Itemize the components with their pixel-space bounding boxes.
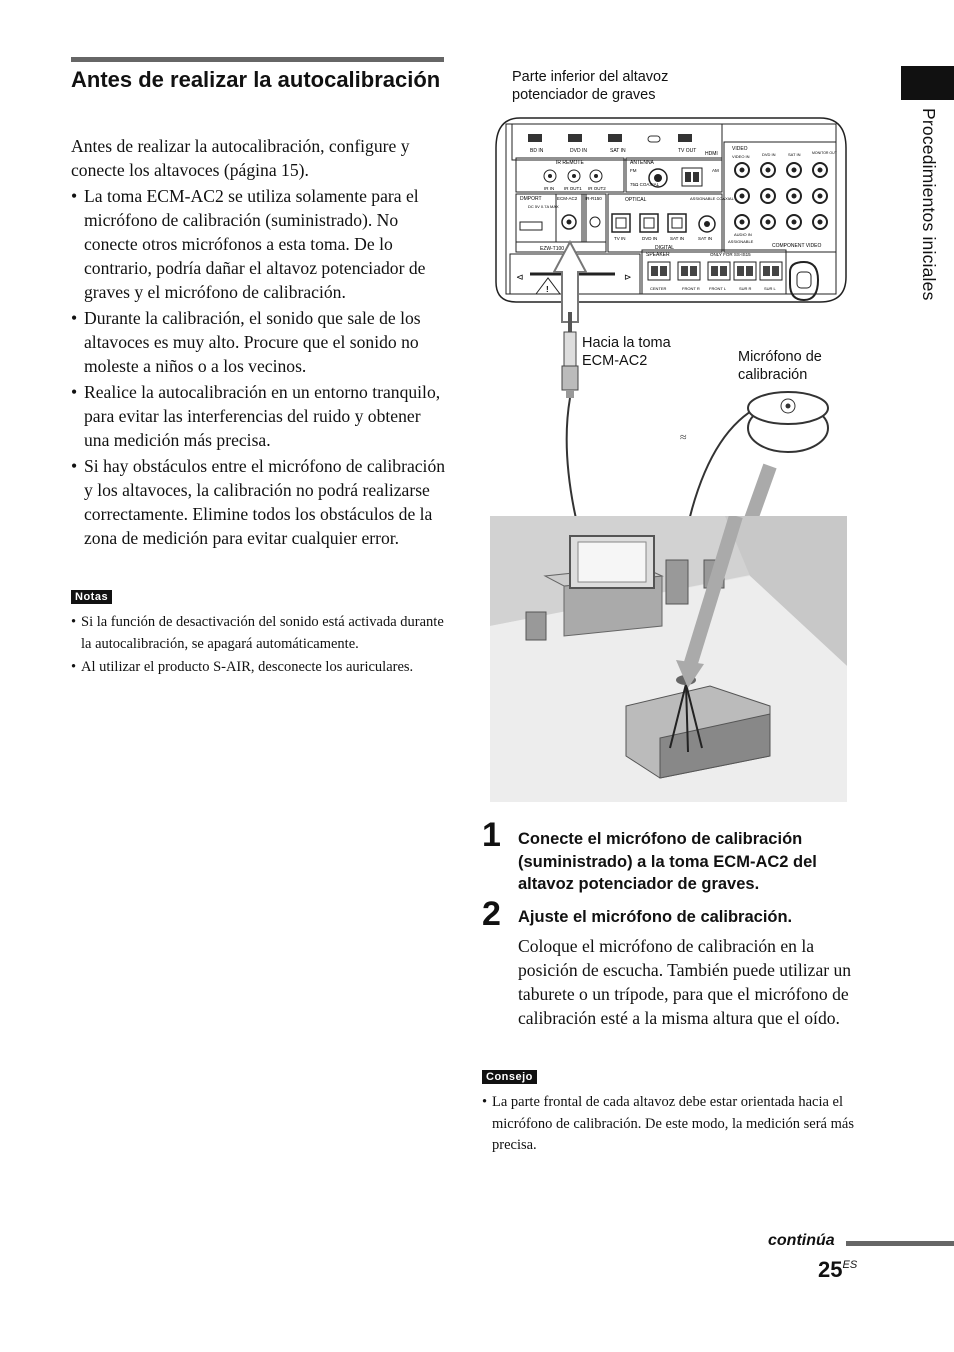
video-in-label: VIDEO IN [732,154,750,159]
jack-label: Hacia la toma ECM-AC2 [582,335,671,369]
speaker-label: SPEAKER [646,252,670,258]
component-video-label: COMPONENT VIDEO [772,243,822,249]
page-language-suffix: ES [842,1259,858,1271]
hdmi-tv-label: TV OUT [678,148,697,154]
step-1-heading: Conecte el micrófono de calibración (suministrado) a la toma ECM-AC2 del altavoz potenciador de graves. [518,830,817,893]
list-item: • Realice la autocalibración en un entorno tranquilo, para evitar las interferencias del ruido y obtener una medición más precisa. [71,380,446,452]
note-item: • Al utilizar el producto S-AIR, desconecte los auriculares. [71,657,446,679]
video-label: VIDEO [732,146,748,152]
intro-paragraph: Antes de realizar la autocalibración, configure y conecte los altavoces (página 15). [71,136,410,180]
tip-label: Consejo [482,1070,537,1084]
step-1-number: 1 [482,816,501,854]
continues-label: continúa [768,1232,835,1249]
optical-dvd-label: DVD IN [642,236,658,241]
audio-in-label: AUDIO IN [734,232,752,237]
terminal-front-l-label: FRONT L [709,286,727,291]
optical-label: OPTICAL [625,197,647,203]
svg-text:≈: ≈ [680,430,687,444]
assignable-coaxial-label: ASSIGNABLE COAXIAL [690,196,734,201]
hdmi-dvd-label: DVD IN [570,148,587,154]
note-item: • Si la función de desactivación del sonido está activada durante la autocalibración, se apagará automáticamente. [71,612,446,655]
subwoofer-bottom-label: Parte inferior del altavoz potenciador de graves [512,69,669,103]
assignable-label: ASSIGNABLE [728,239,754,244]
hdmi-tag: HDMI [705,151,718,157]
am-label: AM [712,168,719,173]
list-item: • Durante la calibración, el sonido que sale de los altavoces es muy alto. Procure que el sonido no moleste a niños o a los vecinos. [71,306,446,378]
fm-label: FM [630,168,637,173]
optical-tv-label: TV IN [614,236,626,241]
digital-label: DIGITAL [655,245,675,251]
terminal-center-label: CENTER [650,286,667,291]
video-sat-label: SAT IN [788,152,801,157]
ir-out1-label: IR OUT1 [564,186,582,191]
ecm-port-label: ECM-AC2 [557,196,578,201]
ir-in-label: IR IN [544,186,555,191]
continues-rule [846,1241,954,1246]
hdmi-sat-label: SAT IN [610,148,626,154]
terminal-sur-l-label: SUR L [764,286,776,291]
coax-sat-label: SAT IN [698,236,713,241]
section-rule [71,57,444,62]
irr-label: IR-R150 [585,196,602,201]
ir-out2-label: IR OUT2 [588,186,606,191]
hdmi-bd-label: BD IN [530,148,544,154]
video-dvd-label: DVD IN [762,152,776,157]
monitor-out-label: MONITOR OUT [812,151,837,155]
terminal-front-r-label: FRONT R [682,286,700,291]
side-tab-block [901,66,954,100]
ezw-label: EZW-T100 [540,246,565,252]
page-number: $25^{ES}$ [818,1257,858,1282]
step-2-number: 2 [482,895,501,933]
list-item: • La toma ECM-AC2 se utiliza solamente para el micrófono de calibración (suministrado). No conecte otros micrófonos a esta toma. De lo contrario, podría dañar el altavoz potenciador de graves y el micrófono de calibración. [71,184,446,304]
terminal-sur-r-label: SUR R [739,286,752,291]
svg-text:!: ! [546,285,549,294]
dmport-spec: DC 5V 0.7A MAX [528,204,559,209]
svg-text:⊳: ⊳ [624,272,632,282]
precautions-list [71,184,446,552]
svg-text:⊲: ⊲ [516,272,524,282]
dmport-label: DMPORT [520,196,542,202]
tip-item: • La parte frontal de cada altavoz debe estar orientada hacia el micrófono de calibración. De este modo, la medición será más precisa. [482,1092,862,1157]
tip-list [482,1092,862,1157]
list-item: • Si hay obstáculos entre el micrófono de calibración y los altavoces, la calibración no podrá realizarse correctamente. Elimine todos los obstáculos de la zona de medición para evitar cualquier error. [71,454,446,550]
room-illustration [490,516,847,802]
optical-sat-label: SAT IN [670,236,685,241]
step-2-heading: Ajuste el micrófono de calibración. [518,908,793,926]
ir-remote-label: IR REMOTE [556,160,584,166]
notes-list [71,612,446,681]
notes-label: Notas [71,590,112,604]
insert-arrow-icon [554,242,586,322]
antenna-label: ANTENNA [630,160,654,166]
speaker-only-label: ONLY FOR SS-IS15 [710,252,751,257]
mic-label: Micrófono de calibración [738,349,822,383]
fm-coax-label: 75Ω COAXIAL [630,182,660,187]
section-title: Antes de realizar la autocalibración [71,67,441,92]
step-2-body: Coloque el micrófono de calibración en la posición de escucha. También puede utilizar un taburete o un trípode, para que el micrófono de calibración esté a la misma altura que el oído. [518,936,852,1028]
side-tab-label: Procedimientos iniciales [919,108,939,301]
